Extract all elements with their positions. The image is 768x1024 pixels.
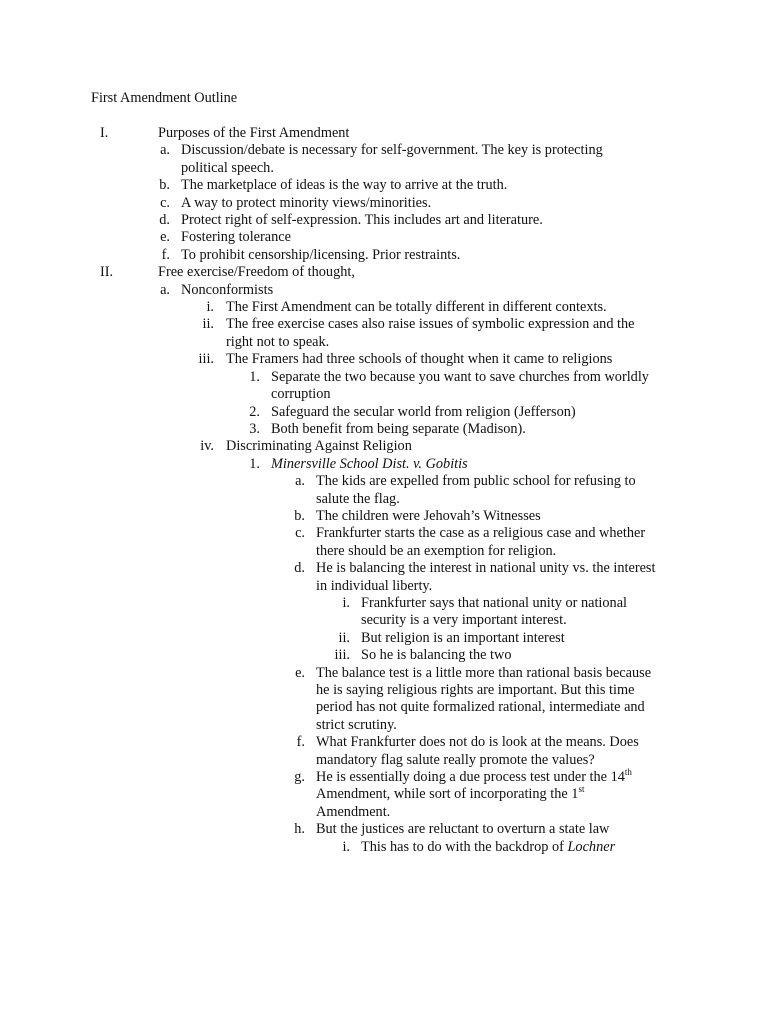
outline-text-main: Purposes of the First Amendment bbox=[158, 125, 350, 141]
outline-marker: b. bbox=[159, 177, 170, 194]
outline-text bbox=[0, 369, 768, 386]
outline-text bbox=[0, 699, 768, 716]
outline-text bbox=[0, 839, 768, 856]
outline-text bbox=[0, 316, 768, 333]
outline-text bbox=[0, 665, 768, 682]
outline-text-main: there should be an exemption for religion. bbox=[316, 542, 557, 559]
outline-line bbox=[0, 839, 768, 856]
outline-text bbox=[0, 804, 768, 821]
outline-marker: d. bbox=[159, 212, 170, 229]
outline-text bbox=[0, 630, 768, 647]
outline-text-main: Separate the two because you want to save churches from worldly bbox=[271, 368, 649, 385]
outline-text bbox=[0, 299, 768, 316]
outline-line bbox=[0, 299, 768, 316]
outline-marker: b. bbox=[294, 507, 305, 524]
outline-line bbox=[0, 195, 768, 212]
outline-text bbox=[0, 682, 768, 699]
outline-text bbox=[0, 351, 768, 368]
outline-text-main: Free exercise/Freedom of thought, bbox=[158, 264, 355, 281]
outline-text bbox=[0, 578, 768, 595]
outline-marker: i. bbox=[342, 594, 350, 611]
outline-text-main: This has to do with the backdrop of bbox=[361, 838, 568, 855]
outline-line bbox=[0, 351, 768, 368]
outline-text-main: Minersville School Dist. v. Gobitis bbox=[271, 455, 468, 472]
outline-line bbox=[0, 717, 768, 734]
outline-text-main: corruption bbox=[271, 386, 331, 403]
outline-line bbox=[0, 438, 768, 455]
outline-text-main: A way to protect minority views/minorities. bbox=[181, 194, 432, 211]
superscript: th bbox=[624, 767, 632, 778]
outline-text bbox=[0, 560, 768, 577]
outline-line bbox=[0, 630, 768, 647]
outline-line bbox=[0, 229, 768, 246]
outline-text bbox=[0, 229, 768, 246]
outline-text-main: But the justices are reluctant to overturn a state law bbox=[316, 821, 610, 838]
outline-line bbox=[0, 804, 768, 821]
outline-text bbox=[0, 473, 768, 490]
document-title: First Amendment Outline bbox=[91, 90, 238, 106]
outline-text bbox=[0, 717, 768, 734]
outline-text-main: strict scrutiny. bbox=[316, 716, 397, 733]
outline-text-main: right not to speak. bbox=[226, 333, 330, 350]
outline-line bbox=[0, 264, 768, 281]
outline-text bbox=[0, 421, 768, 438]
outline-marker: iv. bbox=[200, 438, 214, 455]
outline-line bbox=[0, 752, 768, 769]
outline-list bbox=[0, 125, 768, 856]
outline-line bbox=[0, 786, 768, 803]
outline-text-main: The Framers had three schools of thought when it came to religions bbox=[226, 351, 613, 368]
outline-line bbox=[0, 647, 768, 664]
outline-line bbox=[0, 508, 768, 525]
outline-text-main: Discussion/debate is necessary for self-government. The key is protecting bbox=[181, 142, 603, 159]
outline-text bbox=[0, 404, 768, 421]
superscript: st bbox=[578, 784, 585, 795]
outline-marker: e. bbox=[295, 664, 305, 681]
outline-text-main: He is essentially doing a due process test under the 14 bbox=[316, 769, 625, 786]
outline-marker: h. bbox=[294, 821, 305, 838]
outline-line bbox=[0, 699, 768, 716]
outline-line bbox=[0, 369, 768, 386]
outline-text bbox=[0, 212, 768, 229]
outline-line bbox=[0, 560, 768, 577]
outline-text-main: Frankfurter starts the case as a religious case and whether bbox=[316, 525, 646, 542]
outline-marker: iii. bbox=[198, 351, 214, 368]
outline-text-main: He is balancing the interest in national unity vs. the interest bbox=[316, 560, 656, 577]
outline-text-main: So he is balancing the two bbox=[361, 647, 512, 664]
outline-text-main: The children were Jehovah’s Witnesses bbox=[316, 507, 541, 524]
outline-text-main: The balance test is a little more than rational basis because bbox=[316, 664, 652, 681]
outline-text bbox=[0, 508, 768, 525]
outline-marker: 2. bbox=[249, 403, 260, 420]
outline-text-main: The marketplace of ideas is the way to arrive at the truth. bbox=[181, 177, 508, 194]
outline-text-main: The free exercise cases also raise issues of symbolic expression and the bbox=[226, 316, 635, 333]
outline-text bbox=[0, 525, 768, 542]
outline-marker: c. bbox=[160, 194, 170, 211]
outline-marker: I. bbox=[100, 125, 109, 141]
outline-line bbox=[0, 525, 768, 542]
outline-marker: ii. bbox=[202, 316, 214, 333]
outline-text bbox=[0, 491, 768, 508]
outline-line bbox=[0, 142, 768, 159]
outline-line bbox=[0, 386, 768, 403]
outline-text bbox=[0, 177, 768, 194]
outline-line bbox=[0, 334, 768, 351]
outline-text bbox=[0, 543, 768, 560]
outline-line bbox=[0, 456, 768, 473]
outline-text bbox=[0, 247, 768, 264]
outline-line bbox=[0, 578, 768, 595]
case-name-italic: Lochner bbox=[567, 838, 616, 855]
outline-text-main: Both benefit from being separate (Madison). bbox=[271, 420, 526, 437]
outline-line bbox=[0, 282, 768, 299]
outline-marker: c. bbox=[295, 525, 305, 542]
outline-text bbox=[0, 769, 768, 786]
outline-marker: i. bbox=[342, 838, 350, 855]
outline-line bbox=[0, 595, 768, 612]
outline-text-main: Fostering tolerance bbox=[181, 229, 291, 246]
outline-text-main: Discriminating Against Religion bbox=[226, 438, 412, 455]
outline-text-main: political speech. bbox=[181, 159, 274, 176]
outline-marker: e. bbox=[160, 229, 170, 246]
outline-text-main: But religion is an important interest bbox=[361, 629, 565, 646]
outline-line bbox=[0, 769, 768, 786]
outline-text bbox=[0, 160, 768, 177]
outline-marker: 1. bbox=[249, 368, 260, 385]
outline-text bbox=[0, 595, 768, 612]
outline-line bbox=[0, 125, 768, 142]
outline-line bbox=[0, 473, 768, 490]
outline-marker: a. bbox=[295, 473, 305, 490]
outline-marker: iii. bbox=[334, 647, 350, 664]
outline-text bbox=[0, 386, 768, 403]
outline-line bbox=[0, 404, 768, 421]
outline-marker: g. bbox=[294, 769, 305, 786]
outline-text-main: in individual liberty. bbox=[316, 577, 433, 594]
outline-marker: a. bbox=[160, 142, 170, 159]
outline-text bbox=[0, 195, 768, 212]
outline-line bbox=[0, 212, 768, 229]
outline-text-main: To prohibit censorship/licensing. Prior restraints. bbox=[181, 246, 461, 263]
outline-text bbox=[0, 142, 768, 159]
outline-text-main: The First Amendment can be totally different in different contexts. bbox=[226, 299, 607, 316]
outline-text-main: Safeguard the secular world from religion (Jefferson) bbox=[271, 403, 576, 420]
outline-line bbox=[0, 682, 768, 699]
outline-line bbox=[0, 734, 768, 751]
outline-text bbox=[0, 821, 768, 838]
outline-line bbox=[0, 421, 768, 438]
outline-marker: 3. bbox=[249, 420, 260, 437]
outline-text bbox=[0, 334, 768, 351]
outline-marker: d. bbox=[294, 560, 305, 577]
outline-marker: i. bbox=[206, 299, 214, 316]
outline-text-main: The kids are expelled from public school for refusing to bbox=[316, 473, 636, 490]
outline-marker: f. bbox=[161, 246, 170, 263]
outline-text bbox=[0, 647, 768, 664]
outline-line bbox=[0, 316, 768, 333]
outline-text-main: security is a very important interest. bbox=[361, 612, 567, 629]
outline-text-main: Protect right of self-expression. This includes art and literature. bbox=[181, 212, 543, 229]
outline-marker: ii. bbox=[338, 629, 350, 646]
outline-text bbox=[0, 734, 768, 751]
outline-line bbox=[0, 160, 768, 177]
outline-line bbox=[0, 821, 768, 838]
outline-text-main: Amendment, while sort of incorporating the 1 bbox=[316, 786, 579, 803]
outline-line bbox=[0, 543, 768, 560]
outline-text bbox=[0, 282, 768, 299]
outline-text-main: he is saying religious rights are important. But this time bbox=[316, 682, 635, 698]
outline-line bbox=[0, 177, 768, 194]
outline-text bbox=[0, 612, 768, 629]
outline-text bbox=[0, 786, 768, 803]
outline-text-main: Amendment. bbox=[316, 803, 391, 820]
outline-text-main: What Frankfurter does not do is look at the means. Does bbox=[316, 734, 639, 751]
outline-marker: f. bbox=[296, 734, 305, 751]
outline-line bbox=[0, 491, 768, 508]
outline-line bbox=[0, 247, 768, 264]
outline-text-main: mandatory flag salute really promote the values? bbox=[316, 751, 595, 768]
outline-line bbox=[0, 665, 768, 682]
outline-text-main: period has not quite formalized rational, intermediate and bbox=[316, 699, 645, 716]
outline-line bbox=[0, 612, 768, 629]
outline-text-main: Nonconformists bbox=[181, 281, 274, 298]
outline-text bbox=[0, 438, 768, 455]
outline-text bbox=[0, 752, 768, 769]
outline-text bbox=[0, 456, 768, 473]
outline-marker: a. bbox=[160, 281, 170, 298]
outline-marker: 1. bbox=[249, 455, 260, 472]
outline-text-main: salute the flag. bbox=[316, 490, 400, 507]
outline-text-main: Frankfurter says that national unity or national bbox=[361, 594, 628, 611]
outline-marker: II. bbox=[100, 264, 114, 281]
